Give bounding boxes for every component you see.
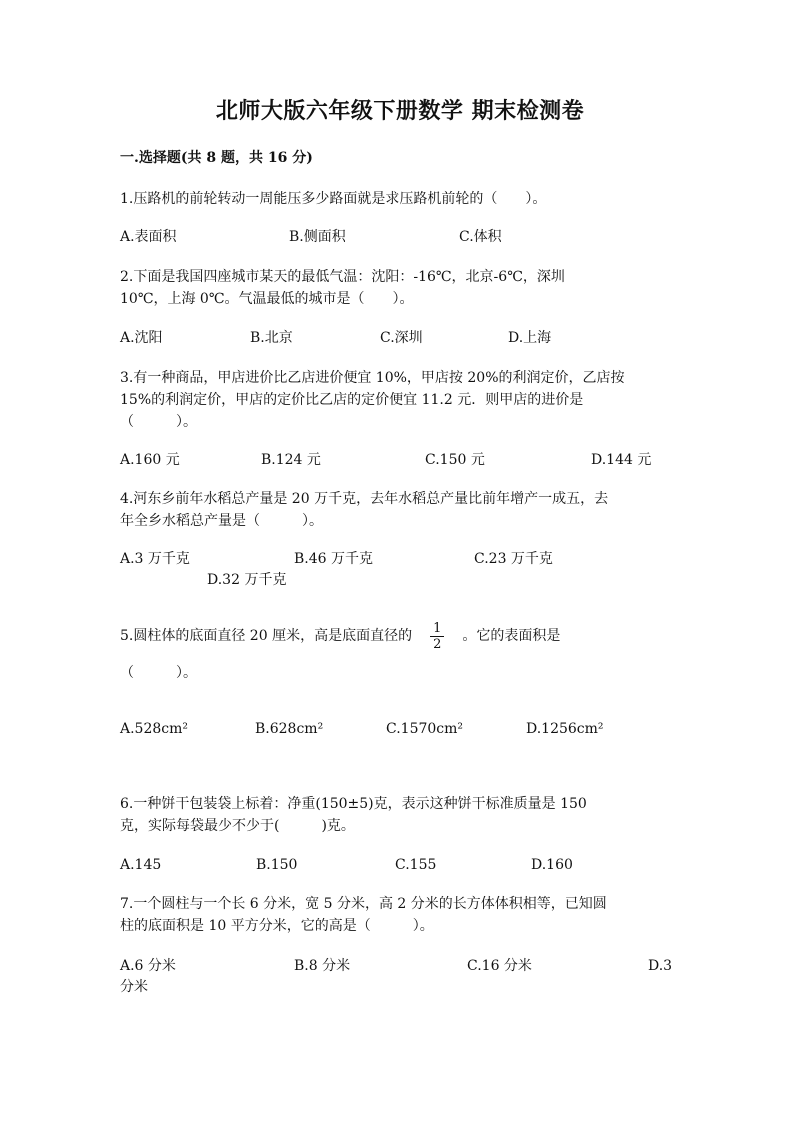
question-text-line: 年全乡水稻总产量是（ ）。 xyxy=(120,513,323,529)
option-b: B.46 万千克 xyxy=(294,551,374,567)
question-text-line: （ ）。 xyxy=(120,665,197,681)
option-d: D.32 万千克 xyxy=(207,572,287,588)
question-5 xyxy=(120,616,690,656)
option-d-continued: 分米 xyxy=(120,979,148,995)
question-text-line: 2.下面是我国四座城市某天的最低气温：沈阳：-16℃，北京-6℃，深圳 xyxy=(120,269,565,285)
question-4 xyxy=(120,488,690,532)
question-text-line: 6.一种饼干包装袋上标着：净重(150±5)克，表示这种饼干标准质量是 150 xyxy=(120,796,587,812)
option-d: D.1256cm² xyxy=(526,721,604,737)
option-a: A.160 元 xyxy=(120,452,180,468)
option-b: B.北京 xyxy=(250,330,293,346)
option-c: C.23 万千克 xyxy=(474,551,553,567)
question-7 xyxy=(120,893,690,937)
option-a: A.145 xyxy=(120,857,162,873)
question-text-line: 5.圆柱体的底面直径 20 厘米，高是底面直径的 xyxy=(120,628,413,644)
question-text-line: 。它的表面积是 xyxy=(462,628,561,644)
question-6 xyxy=(120,793,690,837)
section-heading: 一.选择题(共 8 题，共 16 分) xyxy=(120,150,313,166)
question-2 xyxy=(120,266,690,310)
option-a: A.6 分米 xyxy=(120,958,176,974)
question-text-line: 1.压路机的前轮转动一周能压多少路面就是求压路机前轮的（ ）。 xyxy=(120,191,547,207)
fraction-denominator: 2 xyxy=(433,636,442,652)
option-a: A.3 万千克 xyxy=(120,551,190,567)
fraction-numerator: 1 xyxy=(430,621,444,637)
option-b: B.侧面积 xyxy=(289,229,346,245)
fraction xyxy=(430,621,444,652)
option-b: B.628cm² xyxy=(255,721,324,737)
option-d: D.上海 xyxy=(508,330,552,346)
question-text-line: 7.一个圆柱与一个长 6 分米，宽 5 分米，高 2 分米的长方体体积相等，已知圆 xyxy=(120,896,607,912)
question-text-line: 3.有一种商品，甲店进价比乙店进价便宜 10%，甲店按 20%的利润定价，乙店按 xyxy=(120,370,625,386)
question-text-line: 柱的底面积是 10 平方分米，它的高是（ ）。 xyxy=(120,918,434,934)
question-text-line: 15%的利润定价，甲店的定价比乙店的定价便宜 11.2 元．则甲店的进价是 xyxy=(120,392,584,408)
option-c: C.深圳 xyxy=(380,330,423,346)
option-b: B.150 xyxy=(256,857,298,873)
question-text-line: （ ）。 xyxy=(120,414,197,430)
option-a: A.528cm² xyxy=(120,721,189,737)
question-1 xyxy=(120,188,690,210)
option-d: D.3 xyxy=(648,958,673,974)
question-text-line: 4.河东乡前年水稻总产量是 20 万千克，去年水稻总产量比前年增产一成五，去 xyxy=(120,491,609,507)
question-text-line: 克，实际每袋最少不少于( )克。 xyxy=(120,818,355,834)
option-c: C.体积 xyxy=(459,229,502,245)
option-c: C.1570cm² xyxy=(386,721,464,737)
option-a: A.表面积 xyxy=(120,229,177,245)
option-c: C.150 元 xyxy=(425,452,485,468)
option-b: B.124 元 xyxy=(261,452,321,468)
question-text-line: 10℃，上海 0℃。气温最低的城市是（ ）。 xyxy=(120,291,414,307)
option-b: B.8 分米 xyxy=(294,958,351,974)
option-d: D.144 元 xyxy=(591,452,652,468)
option-c: C.155 xyxy=(395,857,437,873)
option-c: C.16 分米 xyxy=(467,958,532,974)
page-title: 北师大版六年级下册数学 期末检测卷 xyxy=(215,98,585,124)
question-3 xyxy=(120,367,690,433)
option-a: A.沈阳 xyxy=(120,330,163,346)
option-d: D.160 xyxy=(531,857,573,873)
